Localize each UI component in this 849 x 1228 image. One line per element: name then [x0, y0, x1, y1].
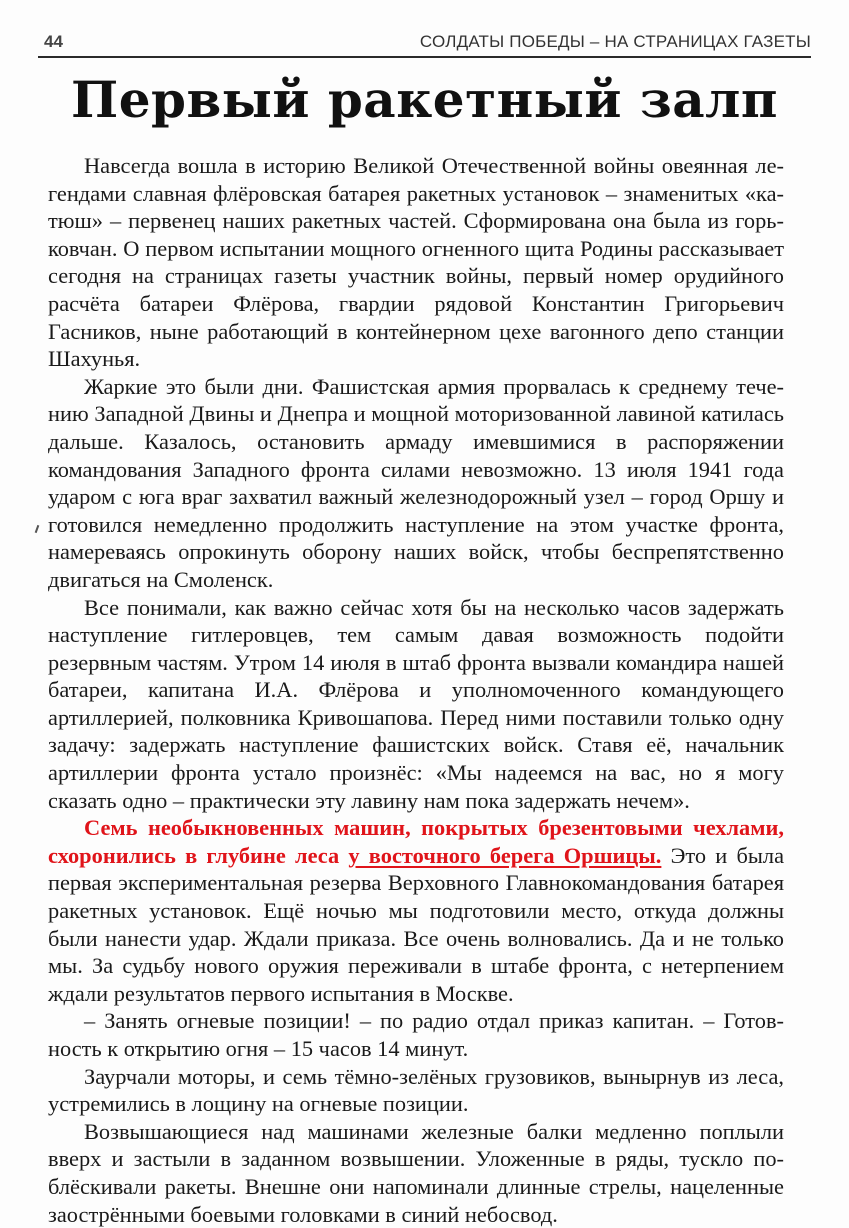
margin-mark: [35, 525, 40, 533]
article-body: [48, 152, 784, 1228]
page-header: [38, 28, 811, 58]
paragraph-5: – Занять огневые позиции! – по радио отдал приказ капитан. – Готовность к открытию огня – 15 часов 14 минут.: [48, 1008, 784, 1061]
paragraph-continuation: Это и была первая экспериментальная резерва Верховного Главнокомандования батарея ракетных установок. Ещё ночью мы подготовили место, откуда должны были нанести удар. Ждали приказа. Все очень волновались. Да и не только мы. За судьбу нового оружия переживали в штабе фронта, с нетерпением ждали результатов первого испытания в Москве.: [48, 842, 785, 1006]
paragraph-3: Все понимали, как важно сейчас хотя бы на несколько часов задержать наступление гитлеровцев, тем самым давая возможность подойти резервным частям. Утром 14 июля в штаб фронта вызвали командира нашей батареи, капитана И.А. Флёрова и уполномоченного командующего артиллерией, полковника Кривошапова. Перед ними поставили только одну задачу: задержать наступление фашистских войск. Ставя её, начальник артиллерии фронта устало произнёс: «Мы надеемся на вас, но я могу сказать одно – практически эту лавину нам пока задержать нечем».: [48, 594, 784, 813]
paragraph-6: Заурчали моторы, и семь тёмно-зелёных грузовиков, вынырнув из леса, устремились в лощину на огневые позиции.: [48, 1063, 784, 1117]
paragraph-highlighted: [48, 814, 784, 1007]
page-number: 44: [44, 32, 63, 51]
paragraph-7: Возвышающиеся над машинами железные балки медленно поплыли вверх и застыли в заданном возвышении. Уложенные в ряды, тускло поблёскивали ракеты. Внешне они напоминали длинные стрелы, нацеленные заострёнными боевыми головками в синий небосвод.: [48, 1118, 784, 1227]
highlighted-text: Семь необыкновенных машин, покрытых брезентовыми чехлами, схоронились в глубине леса: [48, 815, 784, 868]
article-title: Первый ракетный залп: [71, 70, 778, 129]
paragraph-1: Навсегда вошла в историю Великой Отечественной войны овеянная легендами славная флёровская батарея ракетных установок – знаменитых «катюш» – первенец наших ракетных частей. Сформирована она была из горьковчан. О первом испытании мощного огненного щита Родины рассказывает сегодня на страницах газеты участник войны, первый номер орудийного расчёта батареи Флёрова, гвардии рядовой Константин Григорьевич Гасников, ныне работающий в контейнерном цехе вагонного депо станции Шахунья.: [48, 153, 784, 372]
underlined-highlight-text: у восточного берега Оршицы.: [348, 842, 662, 868]
paragraph-2: Жаркие это были дни. Фашистская армия прорвалась к среднему течению Западной Двины и Днепра и мощной моторизованной лавиной катилась дальше. Казалось, остановить армаду имевшимися в распоряжении командования Западного фронта силами невозможно. 13 июля 1941 года ударом с юга враг захватил важный железнодорожный узел – город Оршу и готовился немедленно продолжить наступление на этом участке фронта, намереваясь опрокинуть оборону наших войск, чтобы беспрепятственно двигаться на Смоленск.: [48, 373, 784, 592]
running-head: СОЛДАТЫ ПОБЕДЫ – НА СТРАНИЦАХ ГАЗЕТЫ: [419, 32, 811, 51]
